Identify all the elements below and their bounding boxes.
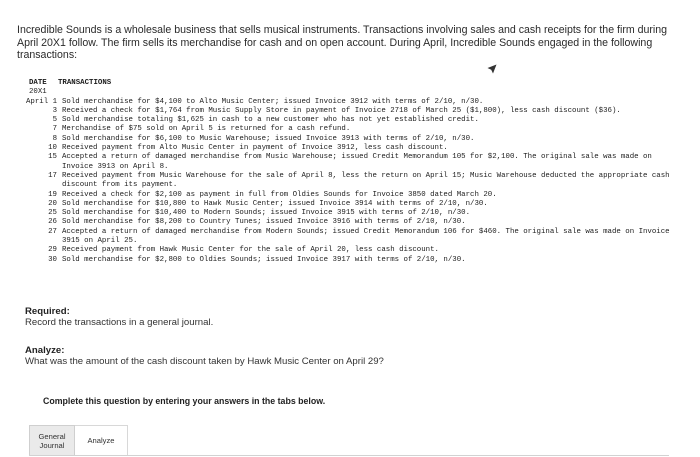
table-row	[19, 200, 689, 209]
transaction-text: Sold merchandise for $10,400 to Modern Sounds; issued Invoice 3915 with terms of 2/10, n/30.	[62, 209, 471, 218]
table-row	[19, 116, 689, 125]
transaction-date: 17	[48, 171, 57, 180]
transaction-date: 15	[48, 153, 57, 162]
required-label: Required:	[25, 306, 70, 317]
transaction-text: Received payment from Alto Music Center in payment of Invoice 3912, less cash discount.	[62, 144, 448, 153]
tab-analyze[interactable]	[75, 425, 128, 455]
tab-general-journal-label: General Journal	[38, 431, 66, 450]
table-row	[19, 246, 689, 255]
transaction-text: Received payment from Music Warehouse for the sale of April 8, less the return on April 15; Music Warehouse deducted the appropriate cash discount from its payment.	[62, 171, 675, 190]
instructions-text: Complete this question by entering your answers in the tabs below.	[43, 396, 326, 406]
transaction-date: 25	[48, 209, 57, 218]
year-label: 20X1	[29, 88, 47, 97]
transactions-header	[19, 79, 689, 88]
tabs-divider	[29, 455, 669, 456]
tab-general-journal[interactable]	[29, 425, 75, 455]
table-row	[19, 135, 689, 144]
table-row	[19, 172, 689, 191]
transaction-date: 20	[48, 199, 57, 208]
transaction-date: 27	[48, 227, 57, 236]
transaction-text: Received payment from Hawk Music Center for the sale of April 20, less cash discount.	[62, 246, 439, 255]
transaction-date: April 1	[25, 97, 57, 106]
transaction-date: 3	[52, 106, 57, 115]
table-row	[19, 107, 689, 116]
transaction-text: Sold merchandise for $8,200 to Country Tunes; issued Invoice 3916 with terms of 2/10, n/30.	[62, 218, 466, 227]
transactions-column-header: TRANSACTIONS	[58, 79, 112, 87]
transaction-date: 5	[52, 116, 57, 125]
transaction-text: Sold merchandise for $2,800 to Oldies Sounds; issued Invoice 3917 with terms of 2/10, n/30.	[62, 255, 466, 264]
date-column-header: DATE	[29, 79, 47, 87]
answer-tabs	[29, 425, 128, 455]
transaction-text: Received a check for $1,764 from Music Supply Store in payment of Invoice 2718 of March 25 ($1,800), less cash discount ($36).	[62, 106, 621, 115]
transaction-date: 10	[48, 144, 57, 153]
transaction-rows	[19, 98, 689, 265]
table-row	[19, 144, 689, 153]
transaction-text: Merchandise of $75 sold on April 5 is returned for a cash refund.	[62, 125, 351, 134]
table-row	[19, 256, 689, 265]
transactions-table	[19, 79, 689, 265]
transaction-date: 26	[48, 218, 57, 227]
table-row	[19, 191, 689, 200]
transaction-text: Accepted a return of damaged merchandise from Modern Sounds; issued Credit Memorandum 106 for $460. The original sale was made on Invoice 3915 on April 25.	[62, 227, 675, 246]
transaction-text: Sold merchandise for $10,800 to Hawk Music Center; issued Invoice 3914 with terms of 2/10, n/30.	[62, 199, 488, 208]
table-row	[19, 98, 689, 107]
table-row	[19, 209, 689, 218]
transaction-date: 7	[52, 125, 57, 134]
analyze-label: Analyze:	[25, 345, 65, 356]
transaction-date: 29	[48, 246, 57, 255]
table-row	[19, 218, 689, 227]
transaction-text: Received a check for $2,100 as payment in full from Oldies Sounds for Invoice 3850 dated March 20.	[62, 190, 497, 199]
required-text: Record the transactions in a general journal.	[25, 317, 214, 329]
transaction-date: 19	[48, 190, 57, 199]
table-row	[19, 125, 689, 134]
instructions-box	[29, 385, 669, 419]
analyze-text: What was the amount of the cash discount taken by Hawk Music Center on April 29?	[25, 356, 384, 368]
table-row	[19, 228, 689, 247]
intro-paragraph: Incredible Sounds is a wholesale business that sells musical instruments. Transactions involving sales and cash receipts for the firm during April 20X1 follow. The firm sells its merchandise for cash and on open account. During April, Incredible Sounds engaged in the following transactions:	[17, 24, 668, 62]
cursor-arrow-icon	[486, 63, 498, 75]
analyze-section	[25, 345, 384, 367]
table-row	[19, 153, 689, 172]
transaction-text: Sold merchandise for $6,100 to Music Warehouse; issued Invoice 3913 with terms of 2/10, n/30.	[62, 134, 475, 143]
transaction-date: 30	[48, 255, 57, 264]
transaction-text: Sold merchandise for $4,100 to Alto Music Center; issued Invoice 3912 with terms of 2/10, n/30.	[62, 97, 484, 106]
transaction-date: 8	[52, 134, 57, 143]
tab-analyze-label: Analyze	[87, 436, 115, 445]
transaction-text: Accepted a return of damaged merchandise from Music Warehouse; issued Credit Memorandum 105 for $2,100. The original sale was made on Invoice 3913 on April 8.	[62, 153, 657, 171]
required-section	[25, 306, 213, 328]
transaction-text: Sold merchandise totaling $1,625 in cash to a new customer who has not yet established credit.	[62, 116, 479, 125]
